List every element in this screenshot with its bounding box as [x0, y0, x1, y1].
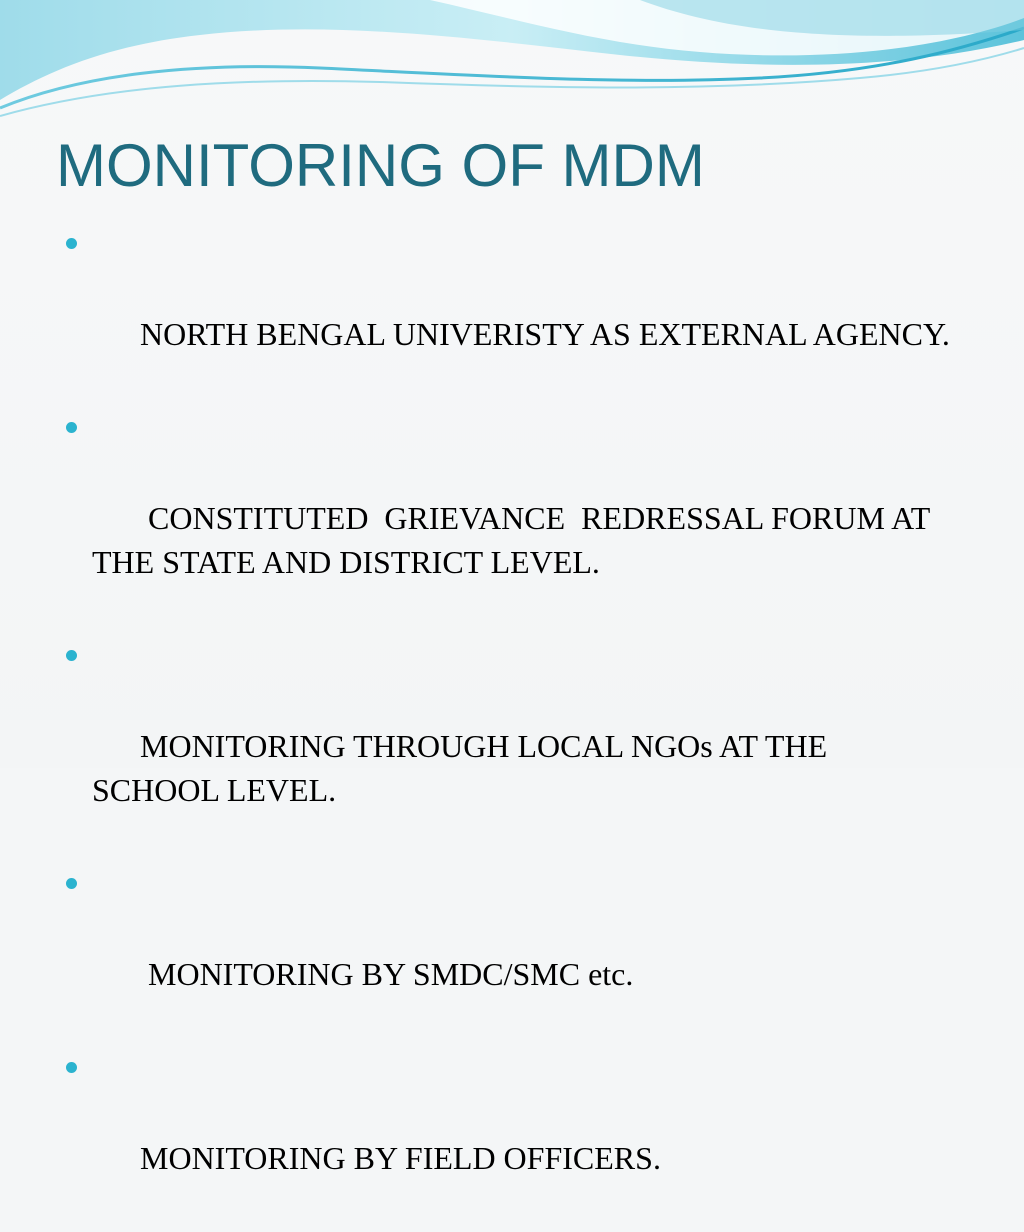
bullet-item: [60, 408, 960, 628]
bullet-text: NORTH BENGAL UNIVERISTY AS EXTERNAL AGENCY.: [140, 316, 950, 352]
bullet-text: MONITORING THROUGH LOCAL NGOs AT THE SCHOOL LEVEL.: [92, 728, 836, 808]
bullet-text: CONSTITUTED GRIEVANCE REDRESSAL FORUM AT THE STATE AND DISTRICT LEVEL.: [92, 500, 938, 580]
bullet-dot-icon: [66, 878, 77, 889]
bullet-item: [60, 636, 960, 856]
bullet-dot-icon: [66, 238, 77, 249]
bullet-item: [60, 1048, 960, 1224]
header-wave-graphic: [0, 0, 1024, 130]
bullet-text: MONITORING BY FIELD OFFICERS.: [140, 1140, 661, 1176]
bullet-item: [60, 864, 960, 1040]
bullet-text: MONITORING BY SMDC/SMC etc.: [140, 956, 634, 992]
bullet-dot-icon: [66, 650, 77, 661]
bullet-dot-icon: [66, 422, 77, 433]
slide-title: MONITORING OF MDM: [56, 132, 705, 199]
bullet-item: [60, 224, 960, 400]
bullet-list: [60, 224, 960, 1232]
bullet-dot-icon: [66, 1062, 77, 1073]
